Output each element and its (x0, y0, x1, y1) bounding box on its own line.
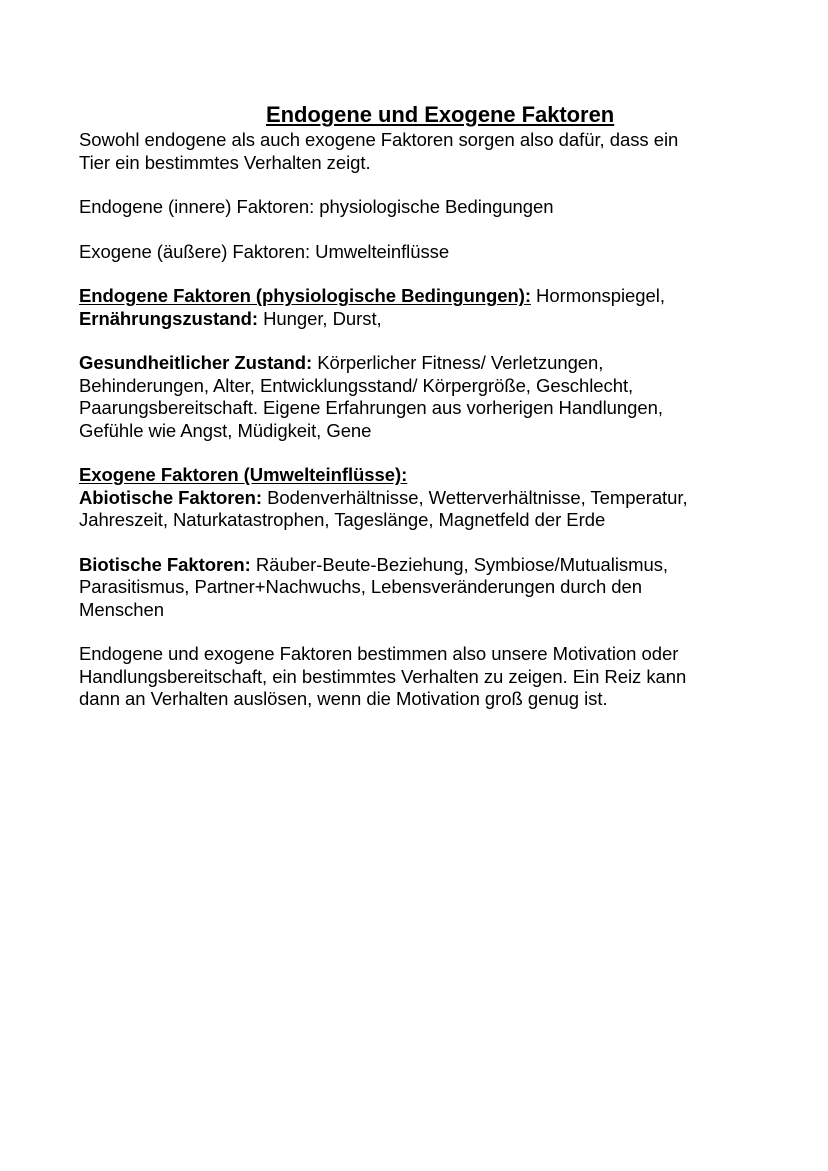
conclusion-line-2: Handlungsbereitschaft, ein bestimmtes Verhalten zu zeigen. Ein Reiz kann (79, 665, 687, 687)
gesundheit-line-3: Paarungsbereitschaft. Eigene Erfahrungen aus vorherigen Handlungen, (79, 397, 663, 418)
intro-line-2: Tier ein bestimmtes Verhalten zeigt. (79, 151, 371, 173)
intro-paragraph (79, 129, 759, 174)
gesundheit-line-4: Gefühle wie Angst, Müdigkeit, Gene (79, 419, 372, 441)
endogene-definition (79, 196, 759, 219)
endogene-definition-text: Endogene (innere) Faktoren: physiologische Bedingungen (79, 196, 554, 217)
gesundheit-line-2: Behinderungen, Alter, Entwicklungsstand/ Körpergröße, Geschlecht, (79, 374, 634, 396)
gesundheit-label: Gesundheitlicher Zustand: (79, 352, 313, 373)
endogene-section (79, 285, 759, 330)
exogene-definition-text: Exogene (äußere) Faktoren: Umwelteinflüsse (79, 240, 450, 262)
intro-line-1: Sowohl endogene als auch exogene Faktoren sorgen also dafür, dass ein (79, 129, 679, 150)
conclusion-line-3: dann an Verhalten auslösen, wenn die Motivation groß genug ist. (79, 688, 608, 709)
gesundheit-line-1-text: Körperlicher Fitness/ Verletzungen, (312, 352, 604, 373)
conclusion-paragraph (79, 643, 759, 711)
biotisch-line-3: Menschen (79, 598, 164, 620)
biotisch-label: Biotische Faktoren: (79, 553, 251, 575)
page-title: Endogene und Exogene Faktoren (266, 102, 615, 127)
conclusion-line-1: Endogene und exogene Faktoren bestimmen also unsere Motivation oder (79, 643, 679, 664)
ernaehrung-line (79, 308, 759, 331)
abiotisch-label: Abiotische Faktoren: (79, 486, 262, 508)
biotisch-line-1-text: Räuber-Beute-Beziehung, Symbiose/Mutualismus, (250, 553, 668, 575)
exogene-section (79, 464, 759, 532)
ernaehrung-text: Hunger, Durst, (257, 307, 382, 329)
gesundheit-paragraph (79, 352, 759, 442)
abiotisch-line-2: Jahreszeit, Naturkatastrophen, Tageslänge, Magnetfeld der Erde (79, 509, 606, 530)
exogene-heading: Exogene Faktoren (Umwelteinflüsse): (79, 464, 408, 485)
biotisch-paragraph (79, 554, 759, 622)
ernaehrung-label: Ernährungszustand: (79, 307, 258, 329)
endogene-heading-line (79, 285, 759, 308)
gesundheit-line-1 (79, 352, 759, 375)
exogene-definition (79, 241, 759, 264)
abiotisch-line-1-text: Bodenverhältnisse, Wetterverhältnisse, Temperatur, (262, 486, 688, 508)
endogene-heading-tail: Hormonspiegel, (530, 285, 665, 306)
biotisch-line-1 (79, 554, 759, 577)
document-content (79, 103, 759, 711)
biotisch-line-2: Parasitismus, Partner+Nachwuchs, Lebensveränderungen durch den (79, 576, 643, 597)
abiotisch-line-1 (79, 487, 759, 510)
endogene-heading: Endogene Faktoren (physiologische Bedingungen): (79, 285, 531, 306)
